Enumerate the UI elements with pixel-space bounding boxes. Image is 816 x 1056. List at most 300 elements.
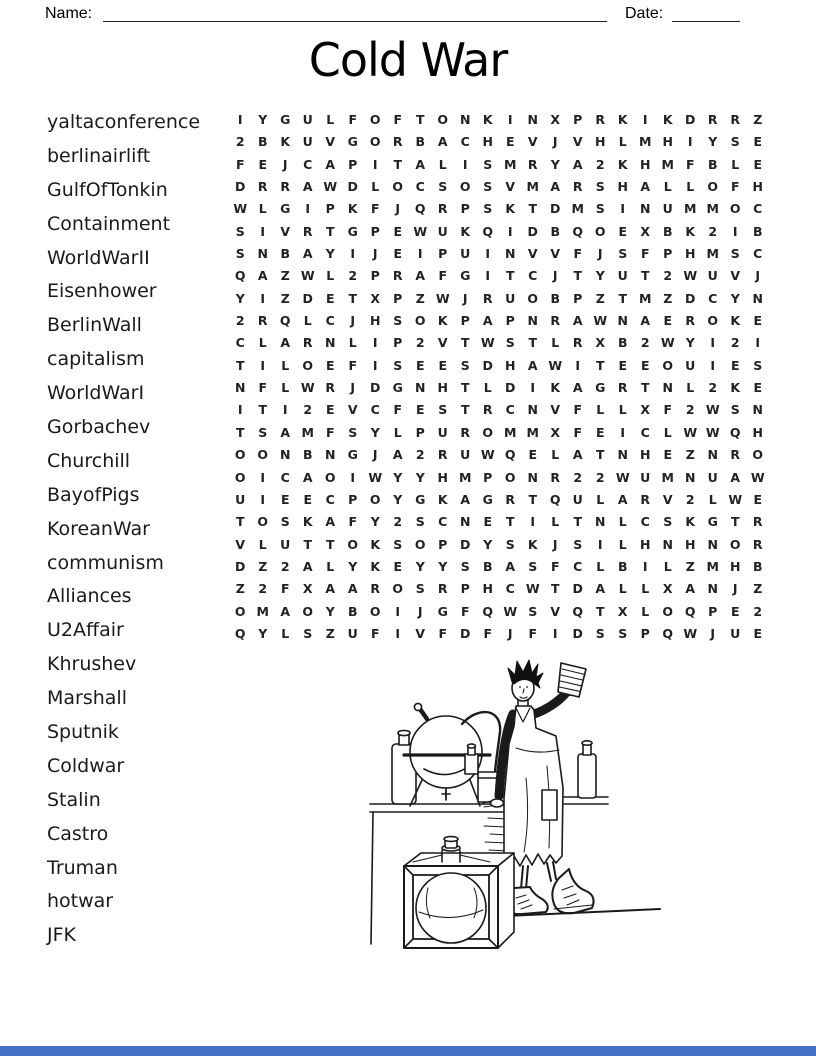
grid-cell: B bbox=[617, 335, 628, 351]
grid-cell: O bbox=[369, 112, 381, 127]
grid-cell: J bbox=[417, 603, 423, 619]
grid-cell: Y bbox=[235, 290, 245, 306]
grid-cell: P bbox=[325, 201, 335, 217]
grid-cell: O bbox=[392, 581, 404, 597]
grid-cell: F bbox=[370, 625, 380, 641]
crate-carboy bbox=[404, 837, 514, 948]
grid-cell: J bbox=[350, 313, 356, 329]
grid-cell: V bbox=[662, 491, 673, 507]
grid-cell: T bbox=[235, 514, 245, 530]
grid-cell: G bbox=[347, 447, 358, 463]
grid-cell: E bbox=[663, 313, 673, 329]
grid-cell: C bbox=[505, 581, 515, 597]
word-item: capitalism bbox=[47, 348, 145, 371]
grid-cell: 2 bbox=[303, 402, 313, 418]
grid-cell: E bbox=[393, 558, 403, 574]
grid-cell: U bbox=[505, 290, 516, 306]
grid-cell: F bbox=[325, 424, 335, 440]
grid-cell: R bbox=[617, 380, 628, 396]
grid-cell: P bbox=[483, 469, 493, 485]
grid-cell: S bbox=[730, 246, 740, 262]
grid-cell: Y bbox=[258, 625, 268, 641]
word-item: Gorbachev bbox=[47, 416, 151, 439]
grid-cell: V bbox=[280, 223, 291, 239]
grid-cell: S bbox=[483, 156, 493, 172]
grid-cell: D bbox=[505, 380, 516, 396]
grid-cell: L bbox=[551, 447, 560, 463]
grid-cell: W bbox=[593, 313, 608, 329]
grid-cell: E bbox=[280, 491, 290, 507]
grid-cell: R bbox=[482, 402, 493, 418]
grid-cell: M bbox=[301, 424, 314, 440]
grid-cell: O bbox=[459, 179, 471, 195]
grid-cell: F bbox=[685, 156, 695, 172]
grid-cell: 2 bbox=[595, 469, 605, 485]
grid-cell: F bbox=[348, 357, 358, 373]
date-label: Date: bbox=[625, 5, 664, 22]
grid-cell: Z bbox=[235, 581, 245, 597]
grid-cell: S bbox=[618, 625, 628, 641]
grid-cell: P bbox=[663, 246, 673, 262]
word-item: BayofPigs bbox=[47, 483, 140, 506]
grid-cell: U bbox=[640, 469, 651, 485]
grid-cell: K bbox=[617, 112, 628, 127]
grid-cell: L bbox=[618, 134, 627, 150]
grid-cell: N bbox=[707, 447, 718, 463]
grid-cell: V bbox=[572, 134, 583, 150]
grid-cell: J bbox=[755, 268, 761, 284]
grid-cell: K bbox=[527, 536, 538, 552]
grid-cell: A bbox=[550, 179, 561, 195]
grid-cell: I bbox=[282, 402, 288, 418]
grid-cell: O bbox=[369, 603, 381, 619]
grid-cell: R bbox=[257, 313, 268, 329]
grid-cell: A bbox=[572, 313, 583, 329]
grid-cell: U bbox=[707, 469, 718, 485]
grid-cell: L bbox=[438, 156, 447, 172]
grid-cell: N bbox=[527, 469, 538, 485]
grid-cell: R bbox=[752, 536, 763, 552]
grid-cell: E bbox=[483, 514, 493, 530]
grid-cell: Q bbox=[482, 223, 494, 239]
grid-cell: L bbox=[641, 581, 650, 597]
grid-cell: A bbox=[640, 313, 651, 329]
grid-cell: H bbox=[437, 380, 448, 396]
grid-cell: J bbox=[372, 246, 378, 262]
grid-cell: X bbox=[617, 603, 628, 619]
grid-cell: L bbox=[326, 112, 335, 127]
grid-cell: I bbox=[372, 335, 378, 351]
grid-row bbox=[229, 332, 769, 354]
grid-cell: C bbox=[505, 402, 515, 418]
grid-cell: H bbox=[595, 134, 606, 150]
grid-cell: I bbox=[417, 246, 423, 262]
grid-cell: D bbox=[370, 380, 381, 396]
word-item: Alliances bbox=[47, 585, 132, 608]
grid-cell: Y bbox=[438, 558, 448, 574]
grid-cell: X bbox=[370, 290, 381, 306]
grid-cell: R bbox=[437, 447, 448, 463]
word-item: Containment bbox=[47, 212, 171, 235]
grid-cell: D bbox=[685, 112, 696, 127]
grid-cell: F bbox=[438, 268, 448, 284]
grid-cell: L bbox=[281, 625, 290, 641]
grid-cell: A bbox=[572, 156, 583, 172]
grid-cell: X bbox=[550, 424, 561, 440]
grid-cell: M bbox=[526, 424, 539, 440]
grid-cell: R bbox=[257, 179, 268, 195]
grid-cell: Y bbox=[393, 469, 403, 485]
grid-cell: Z bbox=[258, 558, 268, 574]
grid-cell: H bbox=[685, 246, 696, 262]
grid-cell: K bbox=[482, 112, 493, 127]
grid-cell: F bbox=[348, 112, 358, 127]
grid-cell: F bbox=[460, 603, 470, 619]
grid-cell: T bbox=[528, 201, 538, 217]
grid-row bbox=[229, 377, 769, 399]
grid-cell: K bbox=[730, 313, 741, 329]
grid-cell: F bbox=[663, 402, 673, 418]
name-blank-line bbox=[103, 21, 607, 22]
grid-cell: W bbox=[503, 603, 518, 619]
grid-cell: 2 bbox=[708, 223, 718, 239]
grid-cell: D bbox=[302, 290, 313, 306]
grid-cell: I bbox=[597, 536, 603, 552]
grid-cell: D bbox=[482, 357, 493, 373]
grid-cell: T bbox=[595, 447, 605, 463]
grid-cell: F bbox=[393, 402, 403, 418]
grid-cell: W bbox=[615, 469, 630, 485]
grid-cell: W bbox=[750, 469, 765, 485]
grid-cell: W bbox=[525, 581, 540, 597]
grid-cell: V bbox=[437, 335, 448, 351]
grid-cell: F bbox=[258, 380, 268, 396]
grid-cell: U bbox=[662, 201, 673, 217]
grid-cell: N bbox=[415, 380, 426, 396]
word-item: Coldwar bbox=[47, 754, 125, 777]
grid-cell: S bbox=[595, 179, 605, 195]
grid-cell: A bbox=[325, 514, 336, 530]
grid-cell: U bbox=[572, 491, 583, 507]
grid-cell: H bbox=[662, 134, 673, 150]
word-item: hotwar bbox=[47, 890, 114, 913]
grid-cell: O bbox=[707, 313, 719, 329]
grid-cell: O bbox=[482, 424, 494, 440]
grid-cell: M bbox=[661, 469, 674, 485]
grid-cell: D bbox=[550, 201, 561, 217]
grid-cell: I bbox=[237, 402, 243, 418]
grid-cell: N bbox=[527, 402, 538, 418]
word-item: KoreanWar bbox=[47, 517, 150, 540]
grid-cell: S bbox=[235, 246, 245, 262]
grid-cell: U bbox=[730, 625, 741, 641]
grid-cell: A bbox=[302, 246, 313, 262]
grid-cell: Z bbox=[685, 447, 695, 463]
grid-cell: G bbox=[280, 201, 291, 217]
letter-grid bbox=[229, 109, 769, 645]
grid-cell: Z bbox=[325, 625, 335, 641]
grid-cell: B bbox=[550, 223, 561, 239]
grid-cell: S bbox=[505, 335, 515, 351]
grid-cell: T bbox=[303, 536, 313, 552]
grid-cell: T bbox=[595, 603, 605, 619]
grid-cell: L bbox=[348, 335, 357, 351]
word-item: Khrushev bbox=[47, 653, 137, 676]
grid-cell: W bbox=[705, 402, 720, 418]
grid-cell: E bbox=[730, 357, 740, 373]
grid-cell: E bbox=[415, 357, 425, 373]
grid-cell: Q bbox=[279, 313, 291, 329]
grid-cell: O bbox=[437, 112, 449, 127]
grid-cell: E bbox=[753, 313, 763, 329]
grid-cell: P bbox=[393, 290, 403, 306]
grid-cell: O bbox=[369, 134, 381, 150]
grid-cell: L bbox=[551, 335, 560, 351]
grid-cell: P bbox=[505, 313, 515, 329]
grid-cell: S bbox=[483, 179, 493, 195]
grid-cell: X bbox=[302, 581, 313, 597]
grid-cell: 2 bbox=[280, 558, 290, 574]
grid-cell: U bbox=[280, 536, 291, 552]
grid-cell: O bbox=[234, 447, 246, 463]
grid-cell: I bbox=[260, 469, 266, 485]
grid-row bbox=[229, 422, 769, 444]
grid-cell: G bbox=[280, 112, 291, 127]
grid-cell: S bbox=[460, 357, 470, 373]
grid-cell: A bbox=[437, 134, 448, 150]
grid-cell: N bbox=[617, 313, 628, 329]
grid-cell: 2 bbox=[258, 581, 268, 597]
grid-cell: Z bbox=[415, 290, 425, 306]
grid-cell: 2 bbox=[640, 335, 650, 351]
grid-cell: S bbox=[393, 357, 403, 373]
grid-cell: E bbox=[618, 223, 628, 239]
grid-cell: P bbox=[460, 581, 470, 597]
grid-cell: D bbox=[527, 223, 538, 239]
grid-cell: F bbox=[640, 246, 650, 262]
grid-cell: K bbox=[437, 491, 448, 507]
grid-cell: A bbox=[527, 357, 538, 373]
grid-cell: C bbox=[753, 246, 763, 262]
grid-cell: F bbox=[573, 402, 583, 418]
grid-cell: O bbox=[527, 290, 539, 306]
grid-cell: K bbox=[437, 313, 448, 329]
grid-cell: U bbox=[437, 424, 448, 440]
grid-cell: V bbox=[550, 402, 561, 418]
grid-cell: J bbox=[732, 581, 738, 597]
word-item: Stalin bbox=[47, 788, 101, 811]
grid-cell: S bbox=[505, 536, 515, 552]
grid-cell: H bbox=[482, 581, 493, 597]
grid-row bbox=[229, 109, 769, 131]
grid-cell: C bbox=[528, 268, 538, 284]
grid-cell: B bbox=[257, 134, 268, 150]
grid-cell: J bbox=[710, 625, 716, 641]
grid-cell: A bbox=[595, 581, 606, 597]
word-item: communism bbox=[47, 551, 164, 574]
grid-cell: E bbox=[753, 625, 763, 641]
grid-cell: M bbox=[504, 424, 517, 440]
grid-cell: 2 bbox=[685, 402, 695, 418]
grid-cell: A bbox=[572, 380, 583, 396]
grid-cell: L bbox=[393, 424, 402, 440]
grid-cell: E bbox=[303, 491, 313, 507]
grid-cell: E bbox=[325, 402, 335, 418]
grid-cell: I bbox=[687, 134, 693, 150]
grid-cell: O bbox=[369, 491, 381, 507]
grid-cell: S bbox=[460, 558, 470, 574]
grid-cell: B bbox=[662, 223, 673, 239]
grid-cell: N bbox=[257, 246, 268, 262]
date-blank-line bbox=[672, 21, 740, 22]
grid-cell: W bbox=[323, 179, 338, 195]
grid-cell: 2 bbox=[235, 134, 245, 150]
grid-cell: O bbox=[302, 603, 314, 619]
grid-cell: I bbox=[530, 380, 536, 396]
grid-cell: M bbox=[571, 201, 584, 217]
grid-cell: A bbox=[460, 491, 471, 507]
grid-cell: T bbox=[325, 536, 335, 552]
grid-cell: M bbox=[661, 156, 674, 172]
grid-cell: R bbox=[437, 581, 448, 597]
grid-cell: H bbox=[752, 179, 763, 195]
grid-cell: E bbox=[753, 156, 763, 172]
grid-cell: W bbox=[480, 335, 495, 351]
grid-cell: C bbox=[415, 179, 425, 195]
grid-cell: C bbox=[280, 469, 290, 485]
grid-cell: F bbox=[528, 625, 538, 641]
grid-cell: Q bbox=[549, 491, 561, 507]
grid-cell: U bbox=[460, 246, 471, 262]
grid-cell: C bbox=[438, 514, 448, 530]
grid-cell: M bbox=[256, 603, 269, 619]
grid-cell: A bbox=[325, 581, 336, 597]
grid-cell: L bbox=[731, 156, 740, 172]
grid-cell: L bbox=[663, 424, 672, 440]
grid-cell: T bbox=[348, 290, 358, 306]
grid-cell: M bbox=[526, 179, 539, 195]
grid-cell: P bbox=[370, 223, 380, 239]
grid-cell: W bbox=[728, 491, 743, 507]
grid-cell: R bbox=[752, 514, 763, 530]
grid-cell: I bbox=[350, 469, 356, 485]
grid-cell: M bbox=[706, 558, 719, 574]
grid-cell: F bbox=[438, 625, 448, 641]
grid-cell: T bbox=[415, 112, 425, 127]
grid-cell: V bbox=[550, 603, 561, 619]
grid-cell: B bbox=[302, 447, 313, 463]
grid-cell: J bbox=[552, 536, 558, 552]
grid-cell: L bbox=[281, 357, 290, 373]
grid-cell: F bbox=[393, 112, 403, 127]
grid-cell: L bbox=[551, 514, 560, 530]
grid-cell: Y bbox=[325, 246, 335, 262]
grid-cell: N bbox=[752, 290, 763, 306]
word-item: U2Affair bbox=[47, 619, 124, 642]
grid-cell: S bbox=[415, 514, 425, 530]
grid-cell: N bbox=[280, 447, 291, 463]
grid-cell: I bbox=[642, 558, 648, 574]
grid-cell: G bbox=[482, 491, 493, 507]
grid-cell: M bbox=[639, 134, 652, 150]
grid-cell: R bbox=[392, 134, 403, 150]
grid-cell: G bbox=[595, 380, 606, 396]
grid-cell: T bbox=[505, 514, 515, 530]
word-item: berlinairlift bbox=[47, 144, 151, 167]
grid-cell: P bbox=[708, 603, 718, 619]
grid-cell: I bbox=[710, 335, 716, 351]
grid-cell: I bbox=[305, 201, 311, 217]
grid-cell: Q bbox=[414, 201, 426, 217]
grid-cell: T bbox=[460, 402, 470, 418]
grid-cell: L bbox=[596, 491, 605, 507]
grid-cell: Q bbox=[504, 447, 516, 463]
grid-cell: L bbox=[483, 380, 492, 396]
grid-cell: Y bbox=[393, 491, 403, 507]
grid-cell: K bbox=[370, 558, 381, 574]
grid-cell: O bbox=[707, 179, 719, 195]
bottle-right bbox=[578, 741, 596, 798]
grid-cell: R bbox=[550, 313, 561, 329]
grid-cell: A bbox=[640, 179, 651, 195]
grid-cell: J bbox=[282, 156, 288, 172]
grid-cell: K bbox=[617, 156, 628, 172]
grid-cell: Z bbox=[280, 268, 290, 284]
grid-cell: L bbox=[618, 514, 627, 530]
name-label: Name: bbox=[45, 5, 93, 22]
grid-cell: 2 bbox=[595, 156, 605, 172]
grid-cell: M bbox=[706, 246, 719, 262]
grid-cell: U bbox=[235, 491, 246, 507]
grid-cell: B bbox=[415, 134, 426, 150]
grid-cell: N bbox=[325, 447, 336, 463]
grid-cell: T bbox=[235, 424, 245, 440]
grid-cell: Y bbox=[370, 514, 380, 530]
grid-cell: J bbox=[552, 134, 558, 150]
grid-cell: P bbox=[370, 268, 380, 284]
grid-cell: S bbox=[595, 625, 605, 641]
grid-cell: U bbox=[347, 625, 358, 641]
grid-cell: U bbox=[302, 112, 313, 127]
grid-cell: V bbox=[527, 134, 538, 150]
grid-cell: I bbox=[350, 246, 356, 262]
grid-cell: Q bbox=[482, 603, 494, 619]
grid-cell: L bbox=[596, 402, 605, 418]
grid-cell: Y bbox=[483, 536, 493, 552]
grid-cell: A bbox=[280, 603, 291, 619]
grid-cell: F bbox=[280, 581, 290, 597]
grid-cell: J bbox=[462, 290, 468, 306]
grid-cell: X bbox=[640, 402, 651, 418]
grid-cell: H bbox=[505, 357, 516, 373]
grid-cell: A bbox=[415, 268, 426, 284]
grid-cell: K bbox=[505, 201, 516, 217]
grid-cell: G bbox=[707, 514, 718, 530]
grid-cell: B bbox=[752, 558, 763, 574]
grid-cell: K bbox=[280, 134, 291, 150]
grid-cell: V bbox=[550, 246, 561, 262]
grid-cell: L bbox=[618, 581, 627, 597]
grid-cell: S bbox=[618, 246, 628, 262]
grid-cell: T bbox=[393, 156, 403, 172]
grid-cell: Y bbox=[415, 469, 425, 485]
grid-cell: L bbox=[258, 335, 267, 351]
grid-cell: V bbox=[505, 179, 516, 195]
grid-cell: Y bbox=[685, 335, 695, 351]
grid-cell: D bbox=[235, 558, 246, 574]
grid-cell: N bbox=[707, 581, 718, 597]
grid-cell: J bbox=[372, 447, 378, 463]
